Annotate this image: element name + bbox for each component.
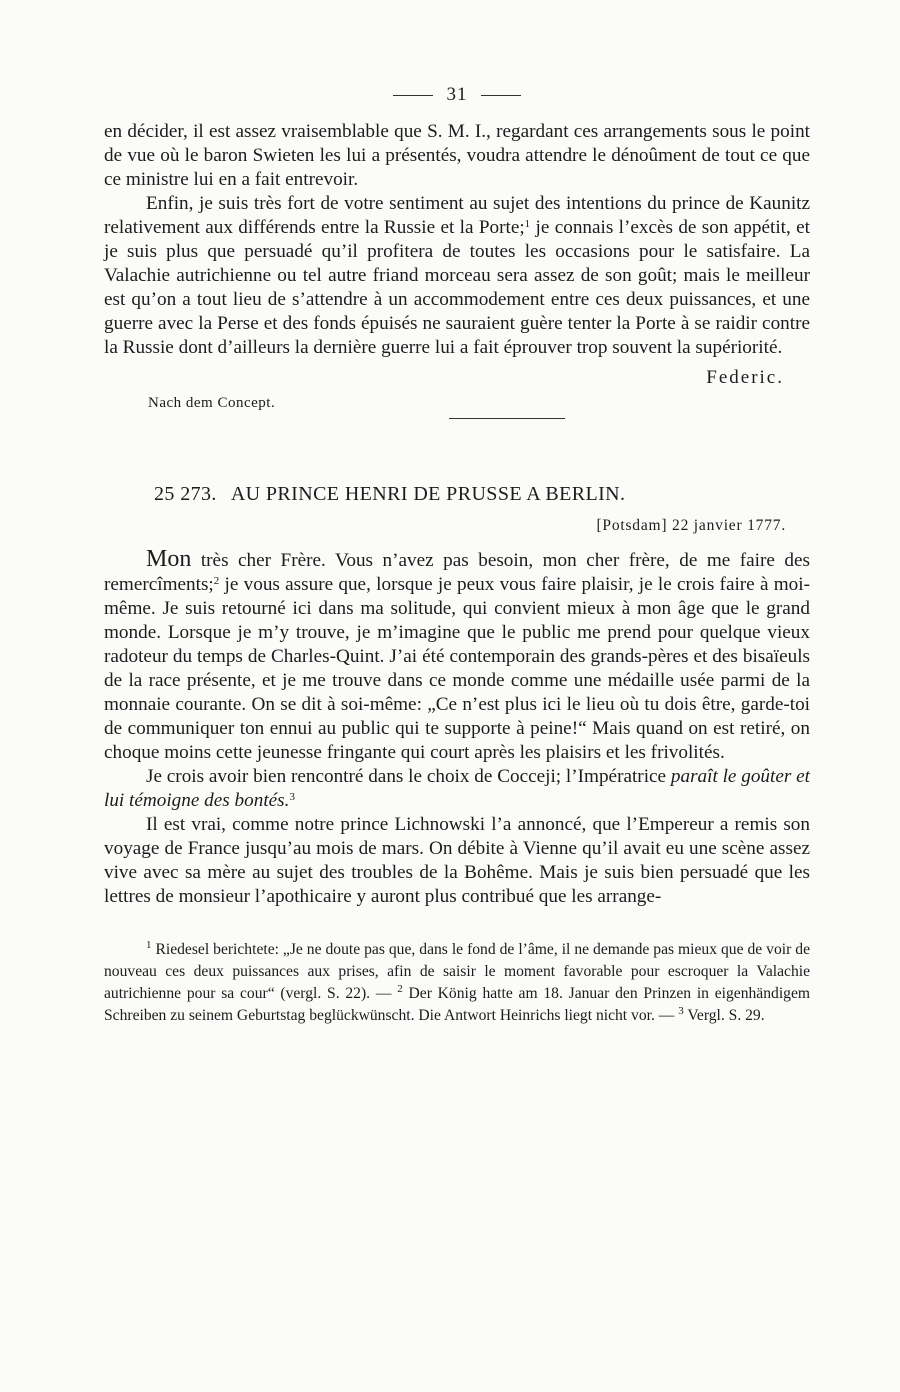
footnote-2-text: Der König hatte am 18. Januar den Prinzen in eigenhändigem Schreiben zu seinem Geburtstag beglückwünscht. Die Antwort Heinrichs liegt nicht vor. — — [104, 985, 810, 1024]
letter-paragraph-3: Il est vrai, comme notre prince Lichnowski l’a annoncé, que l’Empereur a remis son voyage de France jusqu’au mois de mars. On débite à Vienne qu’il avait eu une scène assez vive avec sa mère au sujet des troubles de la Bohême. Mais je suis bien persuadé que les lettres de monsieur l’apothicaire y auront plus contribué que les arrange- — [104, 814, 810, 907]
page-number: 31 — [446, 84, 468, 105]
letter-first-word: Mon — [146, 546, 192, 572]
source-note: Nach dem Concept. — [148, 395, 276, 411]
letter-paragraph-1-text-1: très cher Frère. Vous n’avez pas besoin, mon cher frère, de me faire des remercîments; — [104, 550, 810, 595]
footnote-ref-3: 3 — [289, 791, 295, 803]
letter-paragraph-1 — [104, 547, 810, 765]
footnote-3-text: Vergl. S. 29. — [683, 1007, 765, 1024]
letter-paragraph-1-text-2: je vous assure que, lorsque je peux vous faire plaisir, je le crois faire à moi-même. Je suis retourné ici dans ma solitude, qui convient mieux à mon âge que le grand monde. Lorsque je m’y trouve, je m’imagine que le public me prend pour quelque vieux radoteur du temps de Charles-Quint. J’ai été contemporain des grands-pères et des bisaïeuls de la race présente, et je me trouve dans ce monde comme une médaille usée parmi de la monnaie courante. On se dit à soi-même: „Ce n’est plus ici le lieu où tu dois être, garde-toi de communiquer ton ennui au public qui te supporte à peine!“ Mais quand on est retiré, on choque moins cette jeunesse fringante qui court après les plaisirs et les frivolités. — [104, 574, 810, 763]
footnote-mark-3: 3 — [678, 1005, 684, 1017]
letter-dateline: [Potsdam] 22 janvier 1777. — [596, 517, 786, 534]
paragraph-enfin-text-1: Enfin, je suis très fort de votre sentiment au sujet des intentions du prince de Kaunitz relativement aux différends entre la Russie et la Porte; — [104, 193, 810, 238]
footnote-ref-2: 2 — [213, 575, 220, 587]
letter-number: 25 273. — [154, 483, 217, 505]
letter-paragraph-2-text: Je crois avoir bien rencontré dans le choix de Cocceji; l’Impératrice — [146, 766, 671, 787]
page — [104, 84, 810, 1027]
paragraph-continuation: en décider, il est assez vraisemblable que S. M. I., regardant ces arrangements sous le point de vue où le baron Swieten les lui a présentés, voudra attendre le dénoûment de tout ce que ce ministre lui en a fait entrevoir. — [104, 121, 810, 190]
signature: Federic. — [706, 367, 784, 388]
footnote-mark-1: 1 — [146, 939, 152, 951]
header-dash-left — [393, 95, 433, 96]
section-divider — [449, 418, 565, 419]
footnote-block — [104, 939, 810, 1027]
letter-title: AU PRINCE HENRI DE PRUSSE A BERLIN. — [230, 483, 626, 505]
footnotes — [104, 939, 810, 1027]
footnote-ref-1: 1 — [524, 218, 531, 230]
page-header — [104, 84, 810, 106]
letter-heading — [154, 481, 810, 507]
paragraph-enfin — [104, 192, 810, 360]
letter-paragraph-2 — [104, 765, 810, 813]
letter-paragraph-2-italic: paraît le goûter et lui témoigne des bontés. — [104, 766, 810, 811]
header-dash-right — [481, 95, 521, 96]
footnote-1-text: Riedesel berichtete: „Je ne doute pas que, dans le fond de l’âme, il ne demande pas mieux que de voir de nouveau ces deux puissances aux prises, afin de saisir le moment favorable pour escroquer la Valachie autrichienne pour sa cour“ (vergl. S. 22). — — [104, 941, 810, 1002]
footnote-mark-2: 2 — [397, 983, 403, 995]
paragraph-enfin-text-2: je connais l’excès de son appétit, et je suis plus que persuadé qu’il profitera de toutes les occasions pour le satisfaire. La Valachie autrichienne ou tel autre friand morceau sera assez de son goût; mais le meilleur est qu’on a tout lieu de s’attendre à un accommodement entre ces deux puissances, et une guerre avec la Perse et des fonds épuisés ne sauraient guère tenter la Porte à se raidir contre la Russie dont d’ailleurs la dernière guerre lui a fait éprouver trop souvent la supériorité. — [104, 217, 810, 358]
